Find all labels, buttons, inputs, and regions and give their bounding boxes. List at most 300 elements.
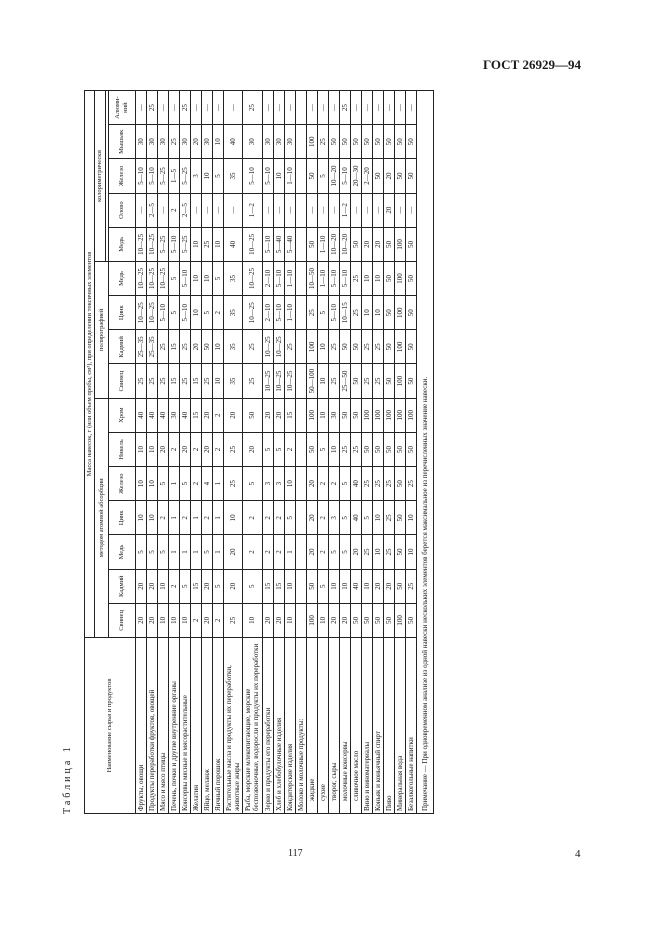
value-cell: 100 <box>395 603 406 637</box>
value-cell: 10 <box>406 535 417 569</box>
value-cell: 10 <box>158 569 169 603</box>
value-cell: 2 <box>243 535 262 569</box>
value-cell: — <box>158 193 169 227</box>
value-cell: — <box>262 193 273 227</box>
value-cell: 25 <box>406 569 417 603</box>
value-cell: — <box>361 193 372 227</box>
value-cell: 10—25 <box>146 261 157 295</box>
value-cell: 50 <box>306 432 317 466</box>
value-cell: 10 <box>361 569 372 603</box>
value-cell: 20 <box>224 535 243 569</box>
value-cell: 5—10 <box>328 261 339 295</box>
value-cell: 25 <box>339 91 350 125</box>
table-row <box>202 91 213 814</box>
value-cell: 25—50 <box>339 364 350 398</box>
value-cell: 50 <box>202 330 213 364</box>
value-cell: 5 <box>339 467 350 501</box>
value-cell: — <box>273 193 284 227</box>
value-cell: 20 <box>146 603 157 637</box>
value-cell: 5 <box>328 535 339 569</box>
value-cell: 10—25 <box>146 296 157 330</box>
value-cell: 10 <box>372 296 383 330</box>
value-cell: 100 <box>306 125 317 159</box>
value-cell: 25 <box>146 364 157 398</box>
product-name-cell: Хлеб и хлебобулочные изделия <box>273 638 284 814</box>
standard-code: ГОСТ 26929—94 <box>482 57 581 72</box>
value-cell <box>295 296 306 330</box>
value-cell: 3 <box>273 467 284 501</box>
value-cell: 2 <box>158 501 169 535</box>
value-cell: 1—10 <box>284 296 295 330</box>
value-cell: 25 <box>361 364 372 398</box>
value-cell: 2 <box>273 535 284 569</box>
table-row <box>406 91 417 814</box>
value-cell: 10 <box>372 501 383 535</box>
value-cell: 35 <box>224 159 243 193</box>
value-cell: 5—10 <box>262 159 273 193</box>
table-row <box>243 91 262 814</box>
value-cell: 5—10 <box>243 159 262 193</box>
value-cell <box>295 569 306 603</box>
value-cell: 30 <box>146 125 157 159</box>
value-cell: 20 <box>273 398 284 432</box>
value-cell: 40 <box>350 569 361 603</box>
value-cell: 20 <box>328 603 339 637</box>
value-cell: 5—10 <box>273 261 284 295</box>
value-cell: 10—50 <box>306 261 317 295</box>
value-cell: 5 <box>317 569 328 603</box>
polaro-element-header: Медь <box>108 261 135 295</box>
product-name-cell: жидкие <box>306 638 317 814</box>
value-cell: — <box>350 91 361 125</box>
value-cell: 5 <box>213 569 224 603</box>
aas-element-header: Железо <box>108 467 135 501</box>
value-cell: 25 <box>306 296 317 330</box>
value-cell: 10 <box>372 261 383 295</box>
value-cell: 25 <box>243 330 262 364</box>
value-cell <box>295 432 306 466</box>
value-cell: 5 <box>169 296 180 330</box>
value-cell: 25 <box>384 535 395 569</box>
aas-element-header: Медь <box>108 535 135 569</box>
page-number-center: 117 <box>288 848 303 859</box>
value-cell: 5 <box>158 467 169 501</box>
aas-element-header: Никель <box>108 432 135 466</box>
product-name-cell: Вино и виноматериалы <box>361 638 372 814</box>
value-cell: 5 <box>180 467 191 501</box>
page-number-right: 4 <box>575 848 581 860</box>
table-row <box>317 91 328 814</box>
value-cell: 5—40 <box>273 227 284 261</box>
value-cell: 2 <box>213 603 224 637</box>
value-cell: 5 <box>169 261 180 295</box>
value-cell <box>295 398 306 432</box>
value-cell: 100 <box>372 398 383 432</box>
table-note: Примечание — При одновременном анализе из одной навески нескольких элементов берется максимальное из перечисленных значение навески. <box>417 91 434 814</box>
value-cell: 10 <box>135 501 146 535</box>
table-body <box>135 91 416 814</box>
value-cell: 100 <box>395 296 406 330</box>
value-cell <box>295 125 306 159</box>
value-cell: 25 <box>224 467 243 501</box>
value-cell: 1—10 <box>317 261 328 295</box>
product-name-cell: Яичный порошок <box>213 638 224 814</box>
value-cell: 2 <box>262 501 273 535</box>
value-cell: 25 <box>350 296 361 330</box>
value-cell: 5—25 <box>180 227 191 261</box>
value-cell: 2 <box>191 467 202 501</box>
value-cell: 2 <box>317 467 328 501</box>
value-cell: 5—10 <box>158 296 169 330</box>
polaro-element-header: Кадмий <box>108 330 135 364</box>
value-cell: 5 <box>339 535 350 569</box>
value-cell: 15 <box>191 569 202 603</box>
value-cell <box>295 193 306 227</box>
value-cell: 1—10 <box>317 227 328 261</box>
value-cell: 1—10 <box>284 261 295 295</box>
product-name-cell: сухие <box>317 638 328 814</box>
value-cell: 50 <box>395 467 406 501</box>
value-cell: 10 <box>284 603 295 637</box>
product-name-cell: Яйцо, меланж <box>202 638 213 814</box>
value-cell: 15 <box>169 330 180 364</box>
value-cell: 20 <box>146 569 157 603</box>
table-row <box>146 91 157 814</box>
table-row <box>339 91 350 814</box>
value-cell: 20 <box>202 398 213 432</box>
value-cell: 10—20 <box>328 227 339 261</box>
value-cell: 10 <box>191 296 202 330</box>
value-cell: 100 <box>395 330 406 364</box>
value-cell: 50 <box>328 125 339 159</box>
value-cell: 35 <box>224 364 243 398</box>
value-cell: — <box>262 91 273 125</box>
value-cell: 35 <box>224 261 243 295</box>
value-cell: 100 <box>395 364 406 398</box>
value-cell: 2 <box>180 501 191 535</box>
aas-element-header: Кадмий <box>108 569 135 603</box>
value-cell: 25 <box>372 330 383 364</box>
value-cell: 5 <box>146 535 157 569</box>
value-cell: 15 <box>262 569 273 603</box>
value-cell: — <box>202 193 213 227</box>
value-cell: 100 <box>306 398 317 432</box>
table-row <box>284 91 295 814</box>
value-cell: 20 <box>180 432 191 466</box>
value-cell <box>295 364 306 398</box>
value-cell: 2 <box>317 535 328 569</box>
value-cell: 25—35 <box>146 330 157 364</box>
table-row <box>273 91 284 814</box>
value-cell: 1 <box>191 501 202 535</box>
value-cell: 10 <box>317 364 328 398</box>
value-cell: 10 <box>339 569 350 603</box>
value-cell: — <box>169 91 180 125</box>
value-cell: 10—15 <box>339 296 350 330</box>
product-name-cell: Желатин <box>191 638 202 814</box>
value-cell: 10 <box>317 603 328 637</box>
value-cell: — <box>406 91 417 125</box>
value-cell: 20 <box>361 227 372 261</box>
value-cell: 5—10 <box>328 296 339 330</box>
value-cell: 2 <box>284 432 295 466</box>
value-cell: 5 <box>243 467 262 501</box>
value-cell: 25 <box>361 535 372 569</box>
product-name-cell: Печень, почки и другие внутренние органы <box>169 638 180 814</box>
value-cell: 20 <box>135 569 146 603</box>
value-cell: 50—100 <box>306 364 317 398</box>
value-cell: 25 <box>384 467 395 501</box>
table-row <box>384 91 395 814</box>
value-cell: 10—25 <box>135 261 146 295</box>
value-cell: 50 <box>372 432 383 466</box>
value-cell: 20—30 <box>350 159 361 193</box>
value-cell: 20 <box>384 159 395 193</box>
product-name-cell: Продукты переработки фруктов, овощей <box>146 638 157 814</box>
value-cell: 25 <box>169 125 180 159</box>
value-cell: 2 <box>262 535 273 569</box>
value-cell: 100 <box>395 261 406 295</box>
value-cell: 20 <box>384 193 395 227</box>
polaro-element-header: Свинец <box>108 364 135 398</box>
value-cell: 15 <box>191 364 202 398</box>
value-cell: 5 <box>317 296 328 330</box>
value-cell: 15 <box>273 569 284 603</box>
value-cell: 20 <box>243 432 262 466</box>
product-name-cell: Безалкогольные напитки <box>406 638 417 814</box>
value-cell: 10 <box>135 432 146 466</box>
value-cell: 40 <box>135 398 146 432</box>
value-cell: 5 <box>213 261 224 295</box>
aas-element-header: Цинк <box>108 501 135 535</box>
value-cell: 50 <box>395 535 406 569</box>
value-cell: — <box>135 193 146 227</box>
value-cell: 30 <box>262 125 273 159</box>
value-cell: 50 <box>406 432 417 466</box>
value-cell: 1—2 <box>243 193 262 227</box>
value-cell: 5—10 <box>339 159 350 193</box>
value-cell: 5 <box>180 569 191 603</box>
value-cell: 10—25 <box>262 330 273 364</box>
value-cell: 2 <box>213 398 224 432</box>
value-cell: 25 <box>202 227 213 261</box>
value-cell: 3 <box>191 159 202 193</box>
value-cell: 5—10 <box>273 296 284 330</box>
table-row <box>169 91 180 814</box>
colorimetric-group-header: колориметрически <box>95 91 105 262</box>
value-cell: — <box>224 193 243 227</box>
value-cell: 25 <box>243 91 262 125</box>
value-cell: — <box>361 91 372 125</box>
value-cell: 20 <box>372 227 383 261</box>
value-cell: 1—2 <box>339 193 350 227</box>
value-cell: 50 <box>384 125 395 159</box>
product-name-cell: Минеральная вода <box>395 638 406 814</box>
value-cell: 100 <box>395 398 406 432</box>
value-cell: 2 <box>328 467 339 501</box>
value-cell: 10—25 <box>243 261 262 295</box>
table-header <box>85 91 136 814</box>
value-cell: 50 <box>384 296 395 330</box>
value-cell: 25 <box>180 91 191 125</box>
value-cell: 30 <box>273 125 284 159</box>
value-cell: — <box>273 91 284 125</box>
polarography-group-header: полярографией <box>95 261 108 398</box>
value-cell: 10 <box>224 501 243 535</box>
value-cell: 1 <box>213 467 224 501</box>
value-cell: 25 <box>339 432 350 466</box>
value-cell: 50 <box>372 603 383 637</box>
aas-element-header: Свинец <box>108 603 135 637</box>
value-cell: — <box>395 193 406 227</box>
value-cell: 25 <box>372 364 383 398</box>
value-cell: — <box>284 193 295 227</box>
value-cell: 50 <box>339 398 350 432</box>
value-cell: 5 <box>361 501 372 535</box>
value-cell: 1 <box>213 501 224 535</box>
table-row <box>395 91 406 814</box>
value-cell: 1 <box>284 535 295 569</box>
value-cell: 3 <box>262 467 273 501</box>
value-cell: 50 <box>350 125 361 159</box>
value-cell <box>295 501 306 535</box>
value-cell <box>295 535 306 569</box>
value-cell: 2 <box>191 432 202 466</box>
value-cell: 10 <box>213 227 224 261</box>
value-cell: 25 <box>243 364 262 398</box>
value-cell: 50 <box>306 569 317 603</box>
value-cell: 20 <box>191 330 202 364</box>
value-cell: 20 <box>202 569 213 603</box>
value-cell: 10—25 <box>135 296 146 330</box>
product-name-cell: Растительные масла и продукты их переработки, животные жиры <box>224 638 243 814</box>
value-cell: 20 <box>224 398 243 432</box>
value-cell: 50 <box>243 398 262 432</box>
colori-element-header: Олово <box>108 193 135 227</box>
colori-element-header: Мышьяк <box>108 125 135 159</box>
value-cell: 10 <box>169 603 180 637</box>
table-row <box>372 91 383 814</box>
value-cell: 20 <box>191 125 202 159</box>
value-cell: 15 <box>169 364 180 398</box>
value-cell: 20 <box>158 432 169 466</box>
value-cell: 10—25 <box>146 227 157 261</box>
value-cell: 25 <box>202 364 213 398</box>
value-cell: 2—5 <box>146 193 157 227</box>
value-cell: 5 <box>273 432 284 466</box>
table-row <box>262 91 273 814</box>
value-cell: 2 <box>169 193 180 227</box>
value-cell: 1 <box>169 467 180 501</box>
value-cell: — <box>213 91 224 125</box>
value-cell: 5—25 <box>158 159 169 193</box>
value-cell: 10 <box>361 261 372 295</box>
value-cell: 40 <box>224 227 243 261</box>
value-cell: 50 <box>350 603 361 637</box>
product-name-cell: Фрукты, овощи <box>135 638 146 814</box>
value-cell: 50 <box>384 261 395 295</box>
value-cell: 10 <box>361 296 372 330</box>
value-cell: 10 <box>191 227 202 261</box>
value-cell: 50 <box>395 125 406 159</box>
sample-mass-table <box>84 90 434 814</box>
value-cell: 2 <box>243 501 262 535</box>
value-cell: 25 <box>328 330 339 364</box>
value-cell: — <box>213 193 224 227</box>
value-cell: 50 <box>350 398 361 432</box>
value-cell: 50 <box>372 159 383 193</box>
value-cell: — <box>406 193 417 227</box>
value-cell: 40 <box>350 467 361 501</box>
value-cell: 20 <box>306 501 317 535</box>
value-cell: 50 <box>384 330 395 364</box>
value-cell: — <box>135 91 146 125</box>
value-cell <box>295 330 306 364</box>
value-cell: 10 <box>213 364 224 398</box>
value-cell: 10 <box>202 261 213 295</box>
value-cell: 35 <box>224 330 243 364</box>
table-row <box>135 91 146 814</box>
value-cell: 50 <box>384 432 395 466</box>
value-cell: 50 <box>406 261 417 295</box>
value-cell: 50 <box>395 501 406 535</box>
value-cell: 50 <box>339 125 350 159</box>
value-cell: 50 <box>361 125 372 159</box>
value-cell: 20 <box>350 535 361 569</box>
value-cell: 20 <box>306 467 317 501</box>
value-cell: 20 <box>339 603 350 637</box>
value-cell: 15 <box>191 398 202 432</box>
value-cell: 20 <box>135 603 146 637</box>
table-row <box>328 91 339 814</box>
value-cell: — <box>191 193 202 227</box>
value-cell: 35 <box>224 296 243 330</box>
value-cell: 2 <box>191 603 202 637</box>
value-cell: 5 <box>317 432 328 466</box>
value-cell: 10 <box>135 467 146 501</box>
value-cell: 10—25 <box>273 364 284 398</box>
value-cell: 15 <box>284 398 295 432</box>
value-cell: — <box>158 91 169 125</box>
table-row <box>180 91 191 814</box>
value-cell: 30 <box>328 398 339 432</box>
colori-element-header: Алюми-ний <box>108 91 135 125</box>
value-cell: 25 <box>158 364 169 398</box>
value-cell: 10 <box>284 569 295 603</box>
value-cell: 25 <box>372 467 383 501</box>
value-cell: 50 <box>395 159 406 193</box>
value-cell: 20 <box>372 569 383 603</box>
value-cell: 10 <box>213 330 224 364</box>
value-cell: 50 <box>384 603 395 637</box>
value-cell: 40 <box>158 398 169 432</box>
table-row <box>213 91 224 814</box>
product-name-cell: Пиво <box>384 638 395 814</box>
value-cell: 5—10 <box>262 227 273 261</box>
value-cell: 20 <box>273 603 284 637</box>
value-cell: 50 <box>406 296 417 330</box>
aas-element-header: Хром <box>108 398 135 432</box>
value-cell: 10 <box>202 159 213 193</box>
value-cell: 1 <box>213 535 224 569</box>
value-cell: 25 <box>317 125 328 159</box>
value-cell: 100 <box>361 398 372 432</box>
value-cell: 1 <box>169 501 180 535</box>
value-cell: 5 <box>213 159 224 193</box>
value-cell: 25 <box>180 364 191 398</box>
rotated-table-area <box>62 90 574 814</box>
table-row <box>224 91 243 814</box>
